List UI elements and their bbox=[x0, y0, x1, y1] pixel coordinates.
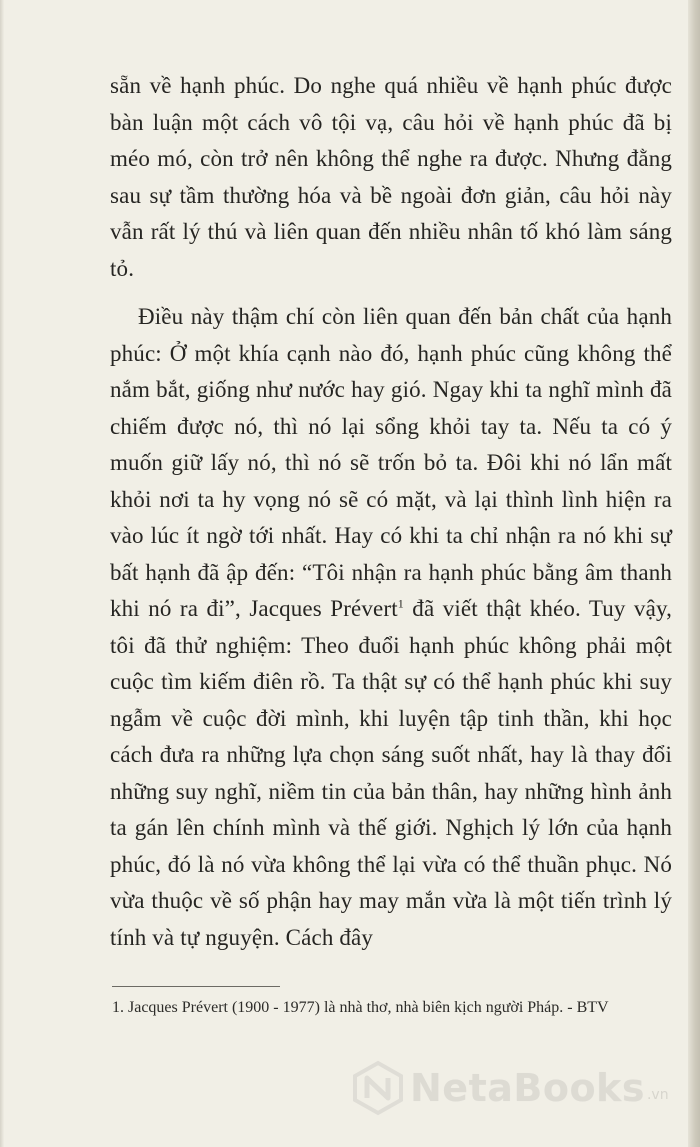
footnote-divider bbox=[112, 986, 280, 987]
page-fore-edge bbox=[688, 0, 700, 1147]
watermark bbox=[350, 1058, 669, 1118]
watermark-suffix: .vn bbox=[646, 1087, 669, 1103]
footnote-marker: 1 bbox=[397, 596, 404, 611]
paragraph-2 bbox=[110, 299, 672, 956]
paragraph-2-part-1: Điều này thậm chí còn liên quan đến bản chất của hạnh phúc: Ở một khía cạnh nào đó, hạnh phúc cũng không thể nắm bắt, giống như nước hay gió. Ngay khi ta nghĩ mình đã chiếm được nó, thì nó lại sổng khỏi tay ta. Nếu ta có ý muốn giữ lấy nó, thì nó sẽ trốn bỏ ta. Đôi khi nó lẩn mất khỏi nơi ta hy vọng nó sẽ có mặt, và lại thình lình hiện ra vào lúc ít ngờ tới nhất. Hay có khi ta chỉ nhận ra nó khi sự bất hạnh đã ập đến: “Tôi nhận ra hạnh phúc bằng âm thanh khi nó ra đi”, Jacques Prévert bbox=[110, 304, 672, 621]
netabooks-logo-icon bbox=[350, 1060, 406, 1116]
watermark-brand: NetaBooks bbox=[410, 1066, 645, 1110]
body-text bbox=[110, 68, 672, 956]
footnote: 1. Jacques Prévert (1900 - 1977) là nhà thơ, nhà biên kịch người Pháp. - BTV bbox=[112, 999, 609, 1016]
paragraph-1: sẵn về hạnh phúc. Do nghe quá nhiều về hạnh phúc được bàn luận một cách vô tội vạ, câu hỏi về hạnh phúc đã bị méo mó, còn trở nên không thể nghe ra được. Nhưng đằng sau sự tầm thường hóa và bề ngoài đơn giản, câu hỏi này vẫn rất lý thú và liên quan đến nhiều nhân tố khó làm sáng tỏ. bbox=[110, 73, 672, 281]
paragraph-2-part-2: đã viết thật khéo. Tuy vậy, tôi đã thử nghiệm: Theo đuổi hạnh phúc không phải một cuộc tìm kiếm điên rồ. Ta thật sự có thể hạnh phúc khi suy ngẫm về cuộc đời mình, khi luyện tập tinh thần, khi học cách đưa ra những lựa chọn sáng suốt nhất, hay là thay đổi những suy nghĩ, niềm tin của bản thân, hay những hình ảnh ta gán lên chính mình và thế giới. Nghịch lý lớn của hạnh phúc, đó là nó vừa không thể lại vừa có thể thuần phục. Nó vừa thuộc về số phận hay may mắn vừa là một tiến trình lý tính và tự nguyện. Cách đây bbox=[110, 596, 672, 950]
page-binding-edge bbox=[0, 0, 4, 1147]
